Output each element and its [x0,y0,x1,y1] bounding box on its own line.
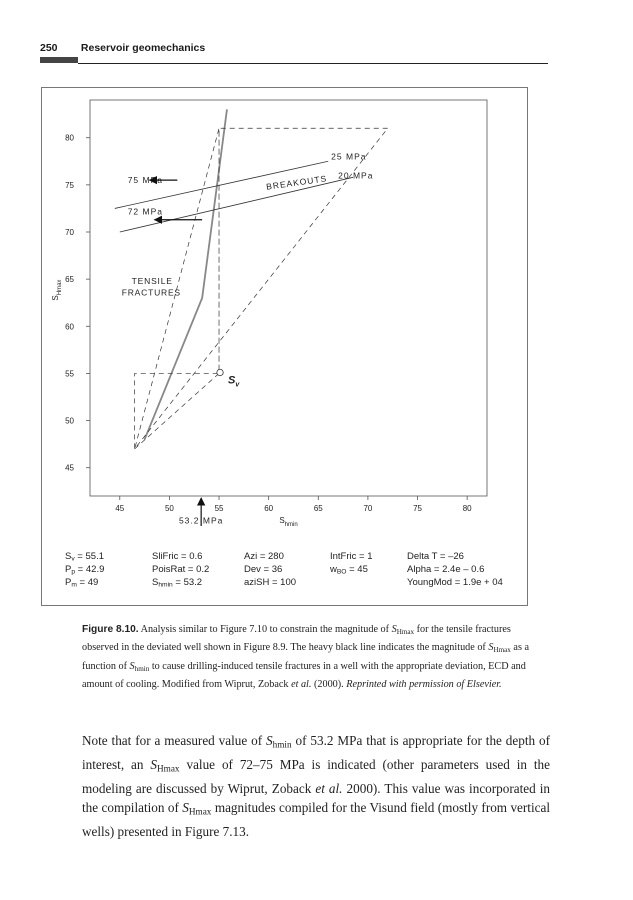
figure-chart [42,88,529,607]
series-tensile-fractures-heavy [145,109,227,439]
param-alpha: Alpha = 2.4e – 0.6 [407,564,485,575]
figure-frame [41,87,528,606]
param-deltat: Delta T = –26 [407,551,464,562]
page-number: 250 [40,42,58,54]
param-col-4 [330,550,373,576]
x-tick-label: 45 [115,504,125,513]
param-col-1 [65,550,104,589]
x-tick-label: 65 [313,504,323,513]
x-axis-label: $S_{hmin}$ [279,516,298,528]
label-25mpa: 25 MPa [331,151,367,162]
sv-point-label: $S_v$ [228,374,240,389]
y-tick-label: 70 [65,228,74,237]
x-tick-label: 80 [462,504,472,513]
param-intfric: IntFric = 1 [330,551,373,562]
param-slifric: SliFric = 0.6 [152,551,203,562]
y-axis-label-sub: Hmax [57,279,63,296]
y-tick-label: 45 [65,463,74,473]
y-tick-label: 60 [65,322,74,332]
label-breakouts: BREAKOUTS [265,173,328,192]
y-axis-label: $S_{Hmax}$ [51,279,63,301]
y-tick-label: 55 [65,369,74,379]
param-wbo: $w_{BO} = 45$ [330,564,368,576]
label-72mpa: 72 MPa [127,206,164,217]
x-axis-label-sub: hmin [284,522,298,528]
y-tick-label: 65 [65,275,74,285]
param-col-2 [152,550,209,589]
param-poisrat: PoisRat = 0.2 [152,564,210,575]
param-azish: aziSH = 100 [244,577,297,588]
body-paragraph: Note that for a measured value of $S_{hmin}$ of 53.2 MPa that is appropriate for the depth of interest, an $S_{Hmax}$ value of 72–75 MPa is indicated (other parameters used in the modeling are discussed by Wiprut, Zoback et al. 2000). This value was incorporated in the compilation of $S_{Hmax}$ magnitudes compiled for the Visund field (mostly from vertical wells) presented in Figure 7.13. [82,733,550,839]
x-tick-label: 75 [413,504,422,513]
param-sv: $S_v = 55.1$ [65,551,104,563]
x-tick-label: 50 [164,504,174,513]
param-col-5 [407,550,503,589]
label-75mpa: 75 MPa [127,175,164,186]
x-tick-label: 70 [363,504,373,513]
sv-point [217,369,223,375]
running-title: Reservoir geomechanics [80,42,206,54]
y-tick-label: 75 [65,180,74,190]
figure-caption: Figure 8.10. Analysis similar to Figure 7.10 to constrain the magnitude of $S_{Hmax}$ for the tensile fractures observed in the deviated well shown in Figure 8.9. The heavy black line indicates the magnitude of $S_{Hmax}$ as a function of $S_{hmin}$ to cause drilling-induced tensile fractures in a well with the appropriate deviation, ECD and amount of cooling. Modified from Wiprut, Zoback et al. (2000). Reprinted with permission of Elsevier. [82,624,529,690]
label-tensile: TENSILE [131,276,173,287]
label-20mpa: 20 MPa [338,170,374,181]
label-shmin-53-2: 53.2 MPa [178,515,224,526]
param-dev: Dev = 36 [244,564,283,575]
sv-point-label-sub: v [235,381,240,389]
y-tick-label: 80 [65,133,74,143]
header-tab-bar [40,57,78,63]
x-tick-label: 55 [214,504,224,513]
header-rule [78,63,548,64]
param-azi: Azi = 280 [244,551,284,562]
param-pp: $P_p = 42.9$ [65,564,105,576]
figure-label: Figure 8.10. [82,624,139,635]
plot-area [90,100,487,496]
reprint-notice: Reprinted with permission of Elsevier. [346,678,502,690]
series-breakout-20MPa [120,177,353,232]
y-tick-label: 50 [65,416,74,426]
param-youngmod: YoungMod = 1.9e + 04 [407,577,503,588]
x-tick-label: 60 [264,504,274,513]
label-fractures: FRACTURES [121,287,181,298]
running-header [40,42,205,54]
param-shmin: $S_{hmin} = 53.2$ [152,577,203,589]
param-pm: $P_m = 49$ [65,577,99,589]
param-col-3 [244,550,296,589]
